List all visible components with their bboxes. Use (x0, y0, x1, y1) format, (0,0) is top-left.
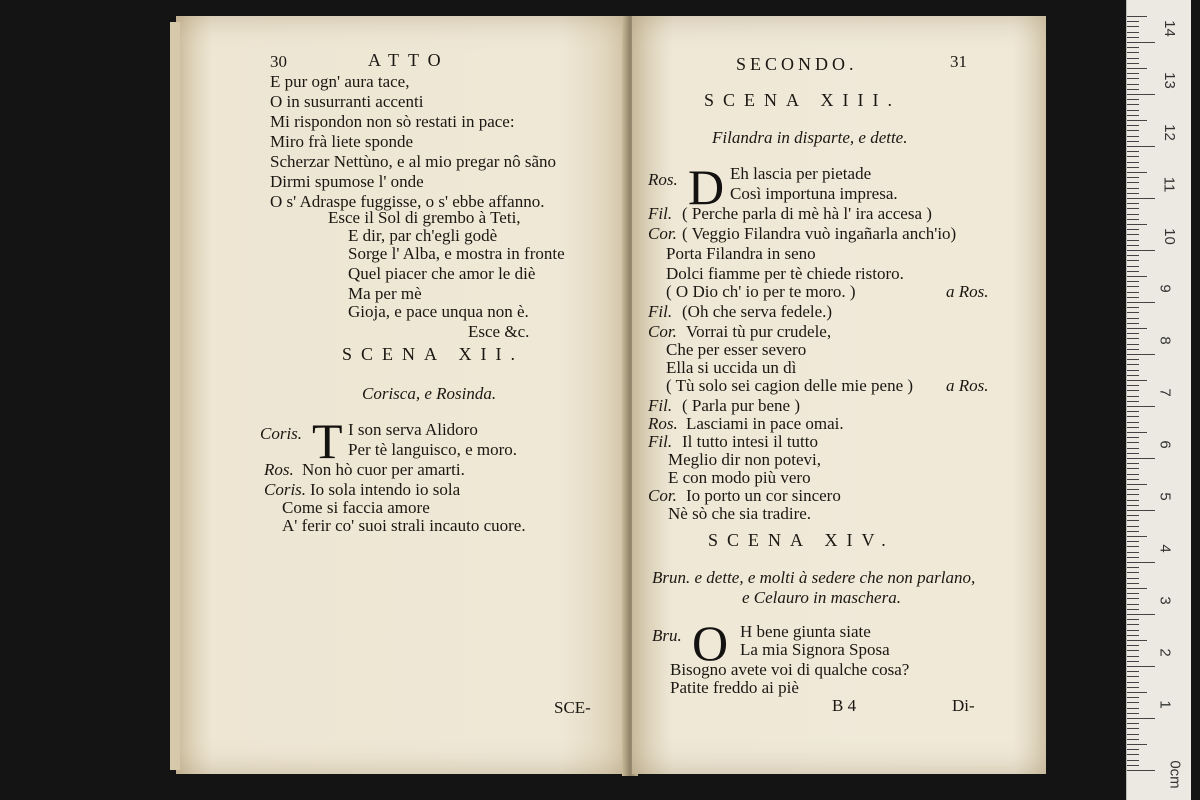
ruler-tick (1127, 531, 1139, 532)
ruler-tick (1127, 214, 1139, 215)
ruler-tick (1127, 650, 1139, 651)
ruler-tick (1127, 32, 1139, 33)
ruler-tick (1127, 598, 1139, 599)
ruler-tick (1127, 520, 1139, 521)
dialogue-line: Per tè languisco, e moro. (348, 440, 518, 459)
ruler-tick (1127, 307, 1139, 308)
dialogue-line: Bisogno avete voi di qualche cosa? (670, 660, 910, 679)
verse-line: E pur ogn' aura tace, (270, 72, 410, 91)
ruler-tick (1127, 52, 1139, 53)
ruler-label: 3 (1156, 596, 1174, 605)
ruler-tick (1127, 645, 1139, 646)
dialogue-line: H bene giunta siate (740, 622, 871, 641)
ruler-tick (1127, 614, 1155, 615)
ruler-tick (1127, 578, 1139, 579)
dialogue-line: Vorrai tù pur crudele, (686, 322, 832, 341)
dialogue-line: A' ferir co' suoi strali incauto cuore. (282, 516, 526, 535)
dialogue-line: Patite freddo ai piè (670, 678, 799, 697)
ruler-label: 12 (1160, 124, 1178, 141)
ruler-tick (1127, 203, 1139, 204)
ruler-tick (1127, 437, 1139, 438)
ruler-tick (1127, 156, 1139, 157)
verse-line: Miro frà liete sponde (270, 132, 414, 151)
ruler-tick (1127, 312, 1139, 313)
open-book (176, 16, 1048, 784)
ruler-label: 6 (1156, 440, 1174, 449)
ruler-tick (1127, 250, 1155, 251)
ruler-tick (1127, 406, 1155, 407)
ruler-tick (1127, 16, 1147, 17)
verse-line: E dir, par ch'egli godè (348, 226, 498, 245)
ruler-tick (1127, 84, 1139, 85)
dialogue-line: Dolci fiamme per tè chiede ristoro. (666, 264, 904, 283)
ruler-label: 8 (1156, 336, 1174, 345)
ruler-tick (1127, 448, 1139, 449)
speaker-label: Fil. (648, 204, 673, 223)
verse-line: Sorge l' Alba, e mostra in fronte (348, 244, 565, 263)
right-page (632, 16, 1046, 774)
ruler-tick (1127, 489, 1139, 490)
speaker-label: Ros. (264, 460, 294, 479)
ruler-tick (1127, 177, 1139, 178)
signature-mark: B 4 (832, 696, 857, 715)
ruler-tick (1127, 99, 1139, 100)
ruler-tick (1127, 21, 1139, 22)
ruler-tick (1127, 167, 1139, 168)
verse-line: Quel piacer che amor le diè (348, 264, 536, 283)
ruler-tick (1127, 546, 1139, 547)
dialogue-line: Nè sò che sia tradire. (668, 504, 812, 523)
verse-line: Dirmi spumose l' onde (270, 172, 424, 191)
ruler-tick (1127, 276, 1147, 277)
ruler-tick (1127, 26, 1139, 27)
dialogue-line: Porta Filandra in seno (666, 244, 816, 263)
verse-line: Scherzar Nettùno, e al mio pregar nô sãno (270, 152, 557, 171)
left-page (176, 16, 628, 774)
ruler-tick (1127, 172, 1147, 173)
ruler-label: 10 (1160, 228, 1178, 245)
ruler-tick (1127, 593, 1139, 594)
running-head-right: SECONDO. (736, 54, 858, 74)
ruler-tick (1127, 208, 1139, 209)
drop-capital: O (692, 615, 729, 671)
ruler-tick (1127, 359, 1139, 360)
speaker-label: Cor. (648, 224, 677, 243)
ruler-tick (1127, 468, 1139, 469)
ruler-tick (1127, 364, 1139, 365)
ruler-tick (1127, 583, 1139, 584)
ruler-tick (1127, 442, 1139, 443)
ruler-tick (1127, 255, 1139, 256)
ruler-label: 14 (1160, 20, 1178, 37)
ruler-tick (1127, 510, 1155, 511)
speaker-label: Cor. (648, 486, 677, 505)
page-number-left: 30 (270, 52, 287, 71)
ruler-tick (1127, 375, 1139, 376)
dialogue-line: ( Perche parla di mè hà l' ira accesa ) (682, 204, 932, 223)
ruler-tick (1127, 484, 1147, 485)
ruler-tick (1127, 151, 1139, 152)
ruler-tick (1127, 68, 1147, 69)
ruler-tick (1127, 754, 1139, 755)
ruler-tick (1127, 245, 1139, 246)
ruler-tick (1127, 411, 1139, 412)
running-head-left: ATTO (368, 50, 450, 70)
dialogue-line: Io porto un cor sincero (686, 486, 841, 505)
speaker-label: Ros. (648, 414, 678, 433)
ruler-label: 13 (1160, 72, 1178, 89)
ruler-tick (1127, 370, 1139, 371)
ruler-tick (1127, 500, 1139, 501)
verse-line: Esce il Sol di grembo à Teti, (328, 208, 521, 227)
ruler-tick (1127, 323, 1139, 324)
ruler-tick (1127, 110, 1139, 111)
ruler-tick (1127, 708, 1139, 709)
ruler-tick (1127, 630, 1139, 631)
scene-characters: Brun. e dette, e molti à sedere che non parlano, (652, 568, 976, 587)
ruler-tick (1127, 302, 1155, 303)
ruler-tick (1127, 536, 1147, 537)
ruler-tick (1127, 182, 1139, 183)
ruler-tick (1127, 266, 1139, 267)
ruler-tick (1127, 718, 1155, 719)
ruler-tick (1127, 687, 1139, 688)
page-edges (170, 22, 180, 770)
ruler-tick (1127, 193, 1139, 194)
dialogue-line: E con modo più vero (668, 468, 811, 487)
ruler-tick (1127, 609, 1139, 610)
ruler-label: 5 (1156, 492, 1174, 501)
ruler-tick (1127, 682, 1139, 683)
ruler-tick (1127, 656, 1139, 657)
ruler-tick (1127, 713, 1139, 714)
scene-characters: Corisca, e Rosinda. (362, 384, 497, 403)
ruler-tick (1127, 146, 1155, 147)
ruler-tick (1127, 37, 1139, 38)
ruler-tick (1127, 401, 1139, 402)
ruler-tick (1127, 162, 1139, 163)
ruler-label: 0cm (1166, 760, 1184, 789)
dialogue-line: Meglio dir non potevi, (668, 450, 821, 469)
ruler-label: 4 (1156, 544, 1174, 553)
ruler-tick (1127, 318, 1139, 319)
ruler-tick (1127, 198, 1155, 199)
speaker-label: Fil. (648, 432, 673, 451)
dialogue-line: Eh lascia per pietade (730, 164, 872, 183)
ruler-tick (1127, 42, 1155, 43)
ruler-tick (1127, 567, 1139, 568)
ruler-tick (1127, 744, 1147, 745)
scene-characters: Filandra in disparte, e dette. (712, 128, 908, 147)
dialogue-line: ( O Dio ch' io per te moro. ) (666, 282, 856, 301)
dialogue-line: Il tutto intesi il tutto (682, 432, 818, 451)
ruler-tick (1127, 458, 1155, 459)
ruler-tick (1127, 624, 1139, 625)
dialogue-line: Come si faccia amore (282, 498, 430, 517)
ruler-tick (1127, 422, 1139, 423)
ruler-tick (1127, 635, 1139, 636)
page-number-right: 31 (950, 52, 967, 71)
ruler-tick (1127, 572, 1139, 573)
ruler-label: 1 (1156, 700, 1174, 709)
measuring-ruler (1126, 0, 1191, 800)
dialogue-line: ( Tù solo sei cagion delle mie pene ) (666, 376, 914, 395)
speaker-label: Bru. (652, 626, 682, 645)
verse-line: O in susurranti accenti (270, 92, 424, 111)
ruler-tick (1127, 770, 1155, 771)
ruler-tick (1127, 661, 1139, 662)
ruler-tick (1127, 130, 1139, 131)
ruler-tick (1127, 479, 1139, 480)
ruler-tick (1127, 333, 1139, 334)
verse-line: O s' Adraspe fuggisse, o s' ebbe affanno. (270, 192, 545, 211)
ruler-tick (1127, 94, 1155, 95)
dialogue-line: Che per esser severo (666, 340, 807, 359)
ruler-tick (1127, 692, 1147, 693)
ruler-tick (1127, 349, 1139, 350)
ruler-tick (1127, 229, 1139, 230)
ruler-label: 2 (1156, 648, 1174, 657)
ruler-tick (1127, 728, 1139, 729)
ruler-tick (1127, 136, 1139, 137)
ruler-tick (1127, 557, 1139, 558)
ruler-tick (1127, 125, 1139, 126)
ruler-tick (1127, 526, 1139, 527)
ruler-tick (1127, 390, 1139, 391)
ruler-tick (1127, 141, 1139, 142)
catchword: Di- (952, 696, 975, 715)
dialogue-line: Lasciami in pace omai. (686, 414, 844, 433)
dialogue-line: Non hò cuor per amarti. (302, 460, 465, 479)
ruler-tick (1127, 63, 1139, 64)
ruler-tick (1127, 58, 1139, 59)
catchword: SCE- (554, 698, 591, 717)
ruler-tick (1127, 297, 1139, 298)
ruler-tick (1127, 640, 1147, 641)
ruler-tick (1127, 115, 1139, 116)
ruler-label: 7 (1156, 388, 1174, 397)
ruler-tick (1127, 73, 1139, 74)
ruler-tick (1127, 749, 1139, 750)
ruler-tick (1127, 396, 1139, 397)
speaker-label: Ros. (648, 170, 678, 189)
aside-direction: a Ros. (946, 376, 989, 395)
ruler-tick (1127, 380, 1147, 381)
ruler-tick (1127, 354, 1155, 355)
dialogue-line: ( Veggio Filandra vuò ingañarla anch'io) (682, 224, 957, 243)
ruler-tick (1127, 505, 1139, 506)
speaker-label: Fil. (648, 396, 673, 415)
ruler-tick (1127, 671, 1139, 672)
ruler-tick (1127, 739, 1139, 740)
verse-line: Mi rispondon non sò restati in pace: (270, 112, 515, 131)
ruler-tick (1127, 328, 1147, 329)
ruler-tick (1127, 271, 1139, 272)
drop-capital: D (688, 159, 725, 215)
dialogue-line: ( Parla pur bene ) (682, 396, 801, 415)
ruler-tick (1127, 494, 1139, 495)
ruler-tick (1127, 385, 1139, 386)
dialogue-line: Io sola intendo io sola (310, 480, 461, 499)
dialogue-line: Così importuna impresa. (730, 184, 898, 203)
exit-direction: Esce &c. (468, 322, 530, 341)
ruler-tick (1127, 240, 1139, 241)
ruler-tick (1127, 234, 1139, 235)
speaker-label: Fil. (648, 302, 673, 321)
drop-capital: T (312, 413, 343, 469)
scene-characters: e Celauro in maschera. (742, 588, 901, 607)
ruler-tick (1127, 188, 1139, 189)
ruler-tick (1127, 416, 1139, 417)
ruler-tick (1127, 734, 1139, 735)
ruler-tick (1127, 666, 1155, 667)
ruler-tick (1127, 281, 1139, 282)
scene-title: SCENA XII. (342, 344, 525, 364)
ruler-tick (1127, 432, 1147, 433)
ruler-label: 9 (1156, 284, 1174, 293)
ruler-tick (1127, 723, 1139, 724)
ruler-tick (1127, 219, 1139, 220)
scene-title: SCENA XIV. (708, 530, 895, 550)
dialogue-line: I son serva Alidoro (348, 420, 478, 439)
speaker-label: Coris. (264, 480, 307, 499)
ruler-tick (1127, 427, 1139, 428)
ruler-tick (1127, 453, 1139, 454)
ruler-tick (1127, 260, 1139, 261)
ruler-tick (1127, 474, 1139, 475)
ruler-tick (1127, 47, 1139, 48)
ruler-tick (1127, 676, 1139, 677)
ruler-tick (1127, 619, 1139, 620)
dialogue-line: (Oh che serva fedele.) (682, 302, 833, 321)
ruler-label: 11 (1160, 176, 1178, 193)
verse-line: Gioja, e pace unqua non è. (348, 302, 529, 321)
ruler-tick (1127, 104, 1139, 105)
ruler-tick (1127, 697, 1139, 698)
verse-line: Ma per mè (348, 284, 422, 303)
ruler-tick (1127, 588, 1147, 589)
ruler-tick (1127, 292, 1139, 293)
scene-title: SCENA XIII. (704, 90, 901, 110)
ruler-tick (1127, 89, 1139, 90)
ruler-tick (1127, 515, 1139, 516)
ruler-tick (1127, 120, 1147, 121)
ruler-tick (1127, 552, 1139, 553)
ruler-tick (1127, 760, 1139, 761)
speaker-label: Cor. (648, 322, 677, 341)
ruler-tick (1127, 463, 1139, 464)
aside-direction: a Ros. (946, 282, 989, 301)
ruler-tick (1127, 702, 1139, 703)
ruler-tick (1127, 78, 1139, 79)
ruler-tick (1127, 765, 1139, 766)
ruler-tick (1127, 286, 1139, 287)
ruler-tick (1127, 604, 1139, 605)
ruler-tick (1127, 338, 1139, 339)
speaker-label: Coris. (260, 424, 303, 443)
ruler-tick (1127, 562, 1155, 563)
ruler-tick (1127, 224, 1147, 225)
dialogue-line: La mia Signora Sposa (740, 640, 890, 659)
ruler-tick (1127, 344, 1139, 345)
ruler-tick (1127, 541, 1139, 542)
dialogue-line: Ella si uccida un dì (666, 358, 797, 377)
